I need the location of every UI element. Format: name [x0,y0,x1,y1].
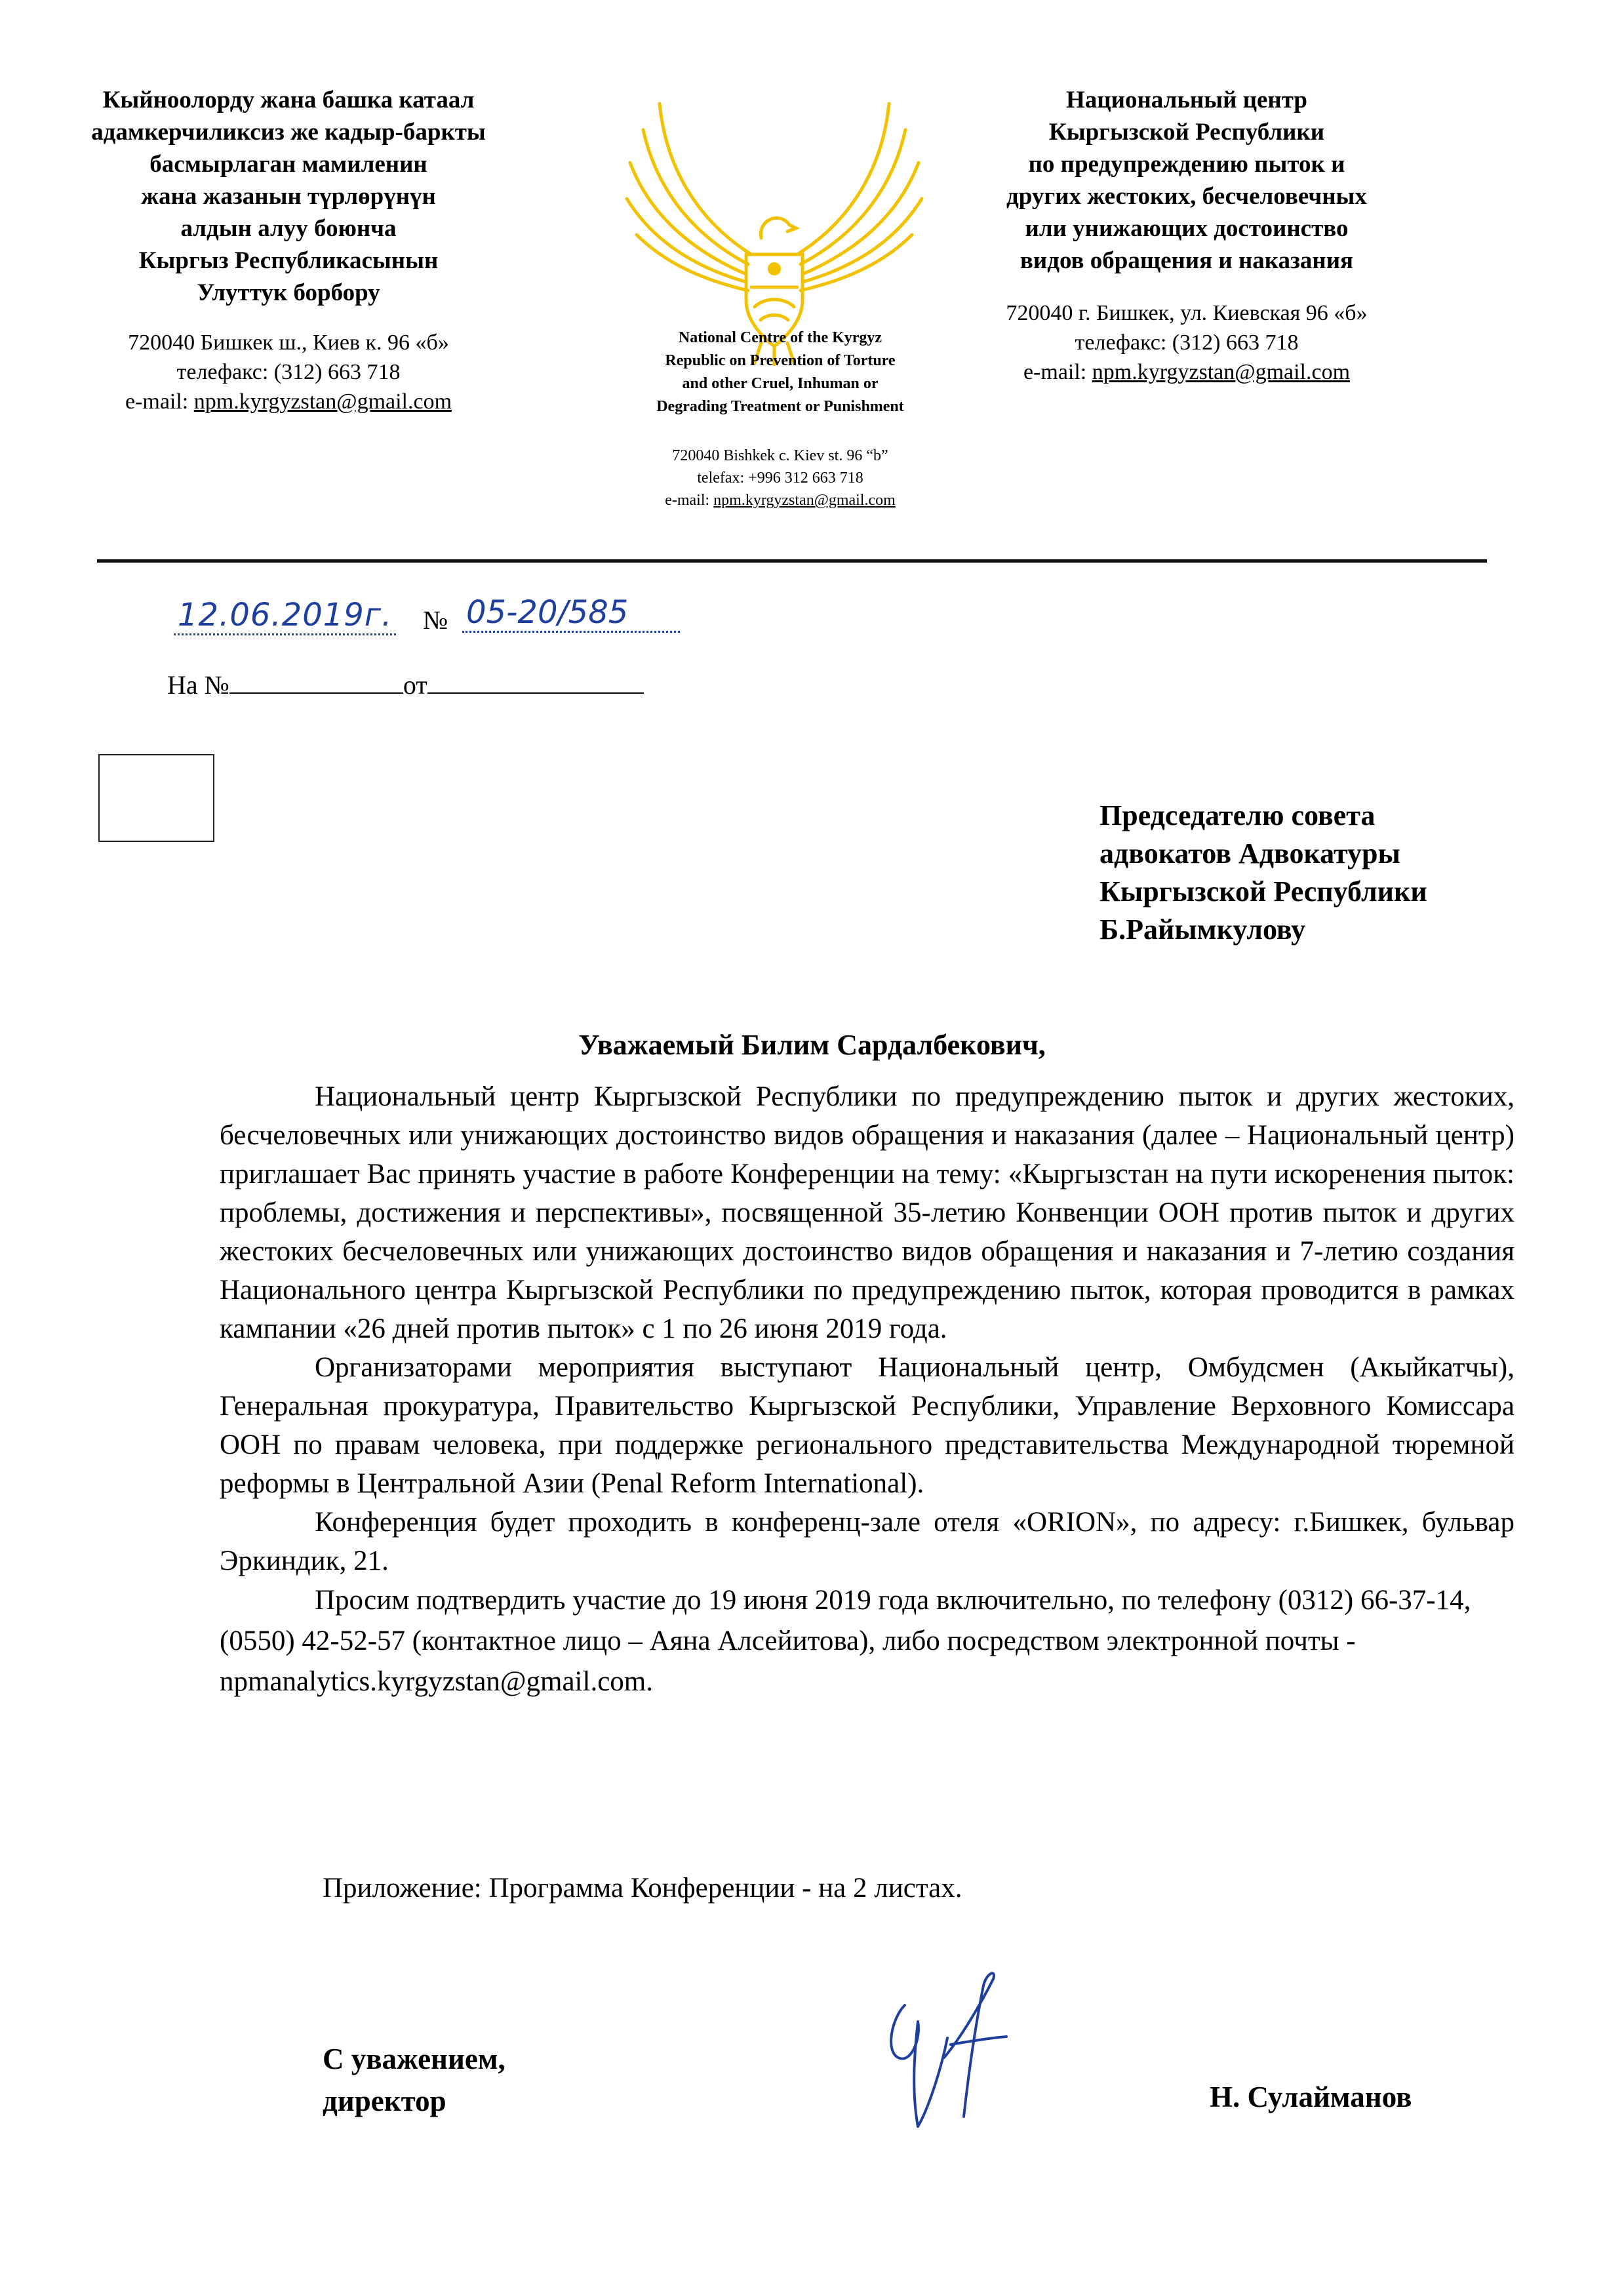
header-left-phone: телефакс: (312) 663 718 [176,360,401,384]
header-left-line: адамкерчиликсиз же кадыр-баркты [91,119,486,146]
header-center-line: Degrading Treatment or Punishment [656,398,904,415]
outgoing-number: 05-20/585 [462,594,680,633]
header-center-email-link[interactable]: npm.kyrgyzstan@gmail.com [713,492,896,509]
handwritten-signature-icon [865,1959,1023,2136]
letter-body [220,1066,1515,1702]
header-center-email-line [610,489,951,511]
header-center-line: and other Cruel, Inhuman or [682,375,879,392]
header-divider [97,559,1487,563]
outgoing-number-label: № [423,605,448,635]
header-left-contact [79,328,498,416]
signer-name: Н. Сулайманов [1210,2081,1412,2113]
header-left-line: Кыйноолорду жана башка катаал [102,87,475,113]
signer-title: директор [323,2085,446,2117]
reply-from-label: от [403,670,427,700]
header-left-line: алдын алуу боюнча [180,215,397,242]
reply-date-blank [427,669,644,694]
registration-stamp-box [98,754,214,842]
reply-reference-line [167,669,644,701]
header-right-line: Кыргызской Республики [1048,119,1325,146]
header-right-address: 720040 г. Бишкек, ул. Киевская 96 «б» [1006,301,1368,325]
header-right-phone: телефакс: (312) 663 718 [1075,330,1299,355]
email-label: e-mail: [125,389,194,414]
header-center-phone: telefax: +996 312 663 718 [697,469,863,487]
header-right-line: других жестоких, бесчеловечных [1006,183,1367,210]
header-right-email-link[interactable]: npm.kyrgyzstan@gmail.com [1092,360,1351,384]
attachment-note: Приложение: Программа Конференции - на 2 листах. [323,1873,962,1904]
header-right-line: Национальный центр [1066,87,1307,113]
body-paragraph: Конференция будет проходить в конференц-зале отеля «ORION», по адресу: г.Бишкек, бульвар Эркиндик, 21. [220,1507,1515,1576]
closing-block [323,2038,505,2122]
header-right-line: по предупреждению пыток и [1028,151,1345,178]
reply-number-label: На № [167,670,229,700]
email-label: e-mail: [1023,360,1092,384]
header-right-email-line [938,357,1436,387]
greeting: Уважаемый Билим Сардалбекович, [578,1029,1046,1061]
header-left-line: жана жазанын түрлөрүнүн [141,183,436,210]
body-paragraph: Просим подтвердить участие до 19 июня 2019 года включительно, по телефону (0312) 66-37-14, (0550) 42-52-57 (контактное лицо – Аяна Алсейитова), либо посредством электронной почты - npmanalytics.kyrgyzstan@gmail.com. [220,1585,1471,1697]
header-center-line: National Centre of the Kyrgyz [678,329,882,346]
body-paragraph: Национальный центр Кыргызской Республики по предупреждению пыток и других жестоких, бесчеловечных или унижающих достоинство видов обращения и наказания (далее – Национальный центр) приглашает Вас принять участие в работе Конференции на тему: «Кыргызстан на пути искоренения пыток: проблемы, достижения и перспективы», посвященной 35-летию Конвенции ООН против пыток и других жестоких бесчеловечных или унижающих достоинство видов обращения и наказания и 7-летию создания Национального центра Кыргызской Республики по предупреждению пыток, которая проводится в рамках кампании «26 дней против пыток» с 1 по 26 июня 2019 года. [220,1081,1515,1344]
header-left-line: Улуттук борбору [197,279,380,306]
header-right-line: видов обращения и наказания [1020,247,1354,274]
header-left-org-name [79,84,498,309]
addressee-line: Председателю совета [1099,799,1376,831]
header-center-contact [610,445,951,511]
header-left-email-line [79,387,498,416]
header-left-line: басмырлаган мамиленин [149,151,427,178]
email-label: e-mail: [665,492,714,509]
header-center-line: Republic on Prevention of Torture [665,352,896,369]
header-left-email-link[interactable]: npm.kyrgyzstan@gmail.com [193,389,452,414]
addressee-line: Б.Райымкулову [1099,913,1306,946]
header-left-address: 720040 Бишкек ш., Киев к. 96 «б» [128,330,449,355]
header-right-contact [938,298,1436,387]
closing-line: С уважением, [323,2043,505,2075]
addressee-line: Кыргызской Республики [1099,875,1427,908]
body-paragraph: Организаторами мероприятия выступают Национальный центр, Омбудсмен (Акыйкатчы), Генеральная прокуратура, Правительство Кыргызской Республики, Управление Верховного Комиссара ООН по правам человека, при поддержке регионального представительства Международной тюремной реформы в Центральной Азии (Penal Reform International). [220,1352,1515,1499]
reply-number-blank [229,669,403,694]
addressee-block [1099,797,1558,949]
header-right-line: или унижающих достоинство [1025,215,1349,242]
header-center-org-name [610,327,951,418]
header-right-org-name [938,84,1436,277]
addressee-line: адвокатов Адвокатуры [1099,837,1400,869]
header-center-address: 720040 Bishkek c. Kiev st. 96 “b” [672,447,888,464]
eagle-emblem-icon [620,90,928,366]
header-left-line: Кыргыз Республикасынын [138,247,439,274]
outgoing-date: 12.06.2019г. [174,597,396,635]
